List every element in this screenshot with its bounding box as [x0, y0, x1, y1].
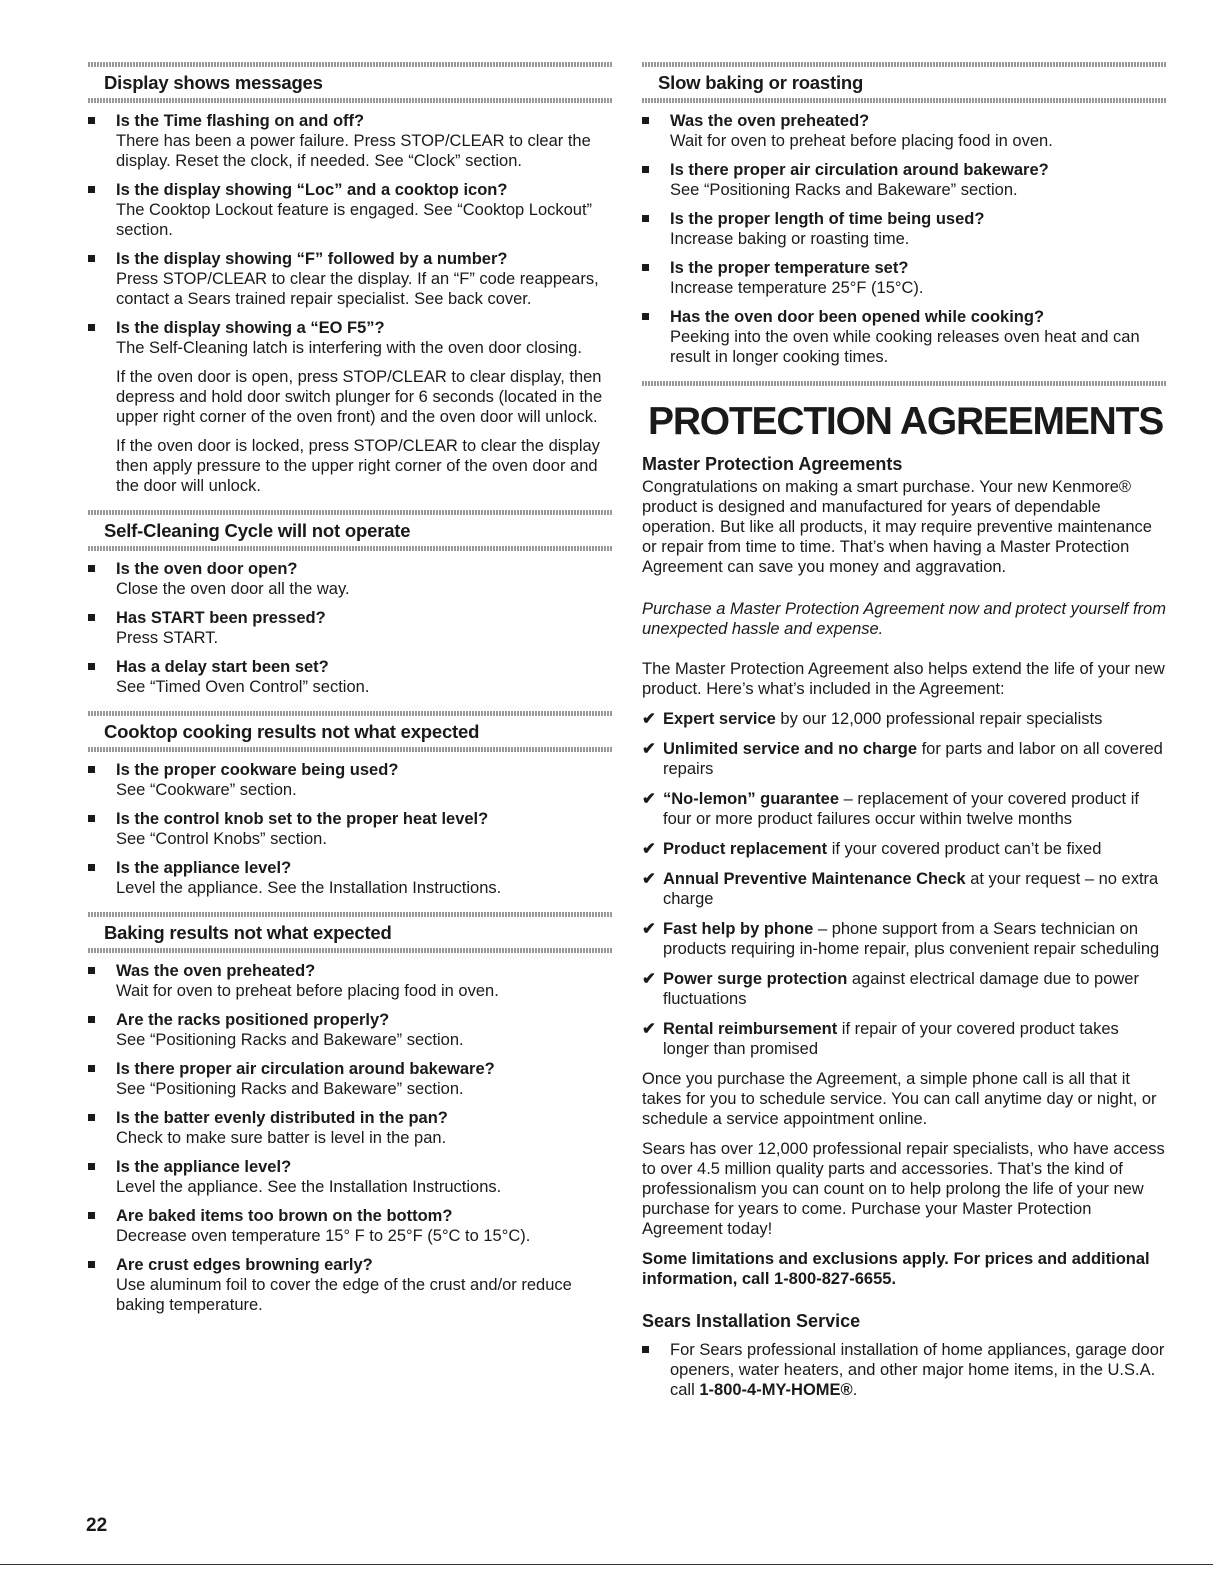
question: Is the batter evenly distributed in the pan?: [116, 1109, 448, 1127]
benefit-title: Fast help by phone: [663, 920, 814, 938]
check-icon: ✔: [642, 710, 656, 728]
page-title: PROTECTION AGREEMENTS: [648, 400, 1164, 443]
answer: See “Cookware” section.: [116, 781, 297, 799]
answer: There has been a power failure. Press STOP/CLEAR to clear the display. Reset the clock, if needed. See “Clock” section.: [116, 132, 591, 170]
answer-detail: If the oven door is open, press STOP/CLEAR to clear display, then depress and hold door switch plunger for 6 seconds (located in the upper right corner of the oven front) and the oven door will unlock.: [116, 368, 603, 426]
section-header: [642, 62, 1166, 103]
answer: The Cooktop Lockout feature is engaged. See “Cooktop Lockout” section.: [116, 201, 593, 239]
benefit-item: [642, 839, 1166, 859]
bullet-icon: [88, 255, 95, 262]
bullet-icon: [642, 215, 649, 222]
benefit-title: Power surge protection: [663, 970, 848, 988]
divider: [88, 912, 612, 917]
question: Are baked items too brown on the bottom?: [116, 1207, 453, 1225]
section-title: Cooktop cooking results not what expected: [104, 721, 480, 742]
check-icon: ✔: [642, 970, 656, 988]
benefit-title: Annual Preventive Maintenance Check: [663, 870, 966, 888]
list-item: [88, 111, 612, 171]
benefit-text: – phone support from a Sears technician on products requiring in-home repair, plus convenient repair scheduling: [663, 920, 1160, 958]
list-item: [642, 209, 1166, 249]
benefit-title: Expert service: [663, 710, 776, 728]
check-icon: ✔: [642, 870, 656, 888]
benefit-item: [642, 919, 1166, 959]
check-icon: ✔: [642, 920, 656, 938]
bullet-icon: [88, 324, 95, 331]
question: Has START been pressed?: [116, 609, 326, 627]
section-title: Display shows messages: [104, 72, 323, 93]
benefit-item: [642, 709, 1166, 729]
section-title: Slow baking or roasting: [658, 72, 864, 93]
answer-detail: If the oven door is locked, press STOP/CLEAR to clear the display then apply pressure to the upper right corner of the oven door and the door will unlock.: [116, 437, 600, 495]
answer: See “Positioning Racks and Bakeware” section.: [116, 1031, 464, 1049]
list-item: [88, 961, 612, 1001]
divider: [88, 546, 612, 551]
benefit-text: by our 12,000 professional repair specialists: [775, 710, 1103, 728]
section-header: [88, 62, 612, 103]
divider: [88, 747, 612, 752]
benefit-item: [642, 969, 1166, 1009]
question: Is the oven door open?: [116, 560, 298, 578]
list-item: [88, 1255, 612, 1315]
bullet-icon: [88, 117, 95, 124]
benefit-text: against electrical damage due to power fluctuations: [663, 970, 1139, 1008]
bullet-icon: [642, 117, 649, 124]
divider: [642, 381, 1166, 386]
check-icon: ✔: [642, 840, 656, 858]
divider: [88, 711, 612, 716]
list-item: [88, 180, 612, 240]
list-item: [642, 111, 1166, 151]
subsection-title: Master Protection Agreements: [642, 454, 903, 474]
question-list: [88, 111, 612, 496]
bullet-icon: [88, 1163, 95, 1170]
bullet-icon: [88, 1261, 95, 1268]
bullet-icon: [642, 166, 649, 173]
install-phone: 1-800-4-MY-HOME®: [699, 1381, 853, 1399]
bullet-icon: [642, 313, 649, 320]
section-title: Baking results not what expected: [104, 922, 392, 943]
list-item: [88, 608, 612, 648]
question: Are crust edges browning early?: [116, 1256, 373, 1274]
list-item: [88, 559, 612, 599]
answer: The Self-Cleaning latch is interfering with the oven door closing.: [116, 339, 582, 357]
list-item: [88, 1108, 612, 1148]
section-header: [88, 711, 612, 752]
benefit-title: Rental reimbursement: [663, 1020, 838, 1038]
bullet-icon: [88, 815, 95, 822]
benefit-text: if your covered product can’t be fixed: [827, 840, 1102, 858]
bullet-icon: [88, 663, 95, 670]
list-item: [88, 657, 612, 697]
subsection-title: Sears Installation Service: [642, 1311, 861, 1331]
question: Are the racks positioned properly?: [116, 1011, 390, 1029]
check-icon: ✔: [642, 790, 656, 808]
list-item: [88, 1010, 612, 1050]
question: Is the appliance level?: [116, 859, 292, 877]
intro-paragraph: Congratulations on making a smart purchase. Your new Kenmore® product is designed and manufactured for years of dependable operation. But like all products, it may require preventive maintenance or repair from time to time. That’s when having a Master Protection Agreement can save you money and aggravation.: [642, 478, 1152, 576]
question-list: [88, 760, 612, 898]
bullet-icon: [88, 1016, 95, 1023]
check-icon: ✔: [642, 740, 656, 758]
question: Is there proper air circulation around bakeware?: [116, 1060, 495, 1078]
section-title: Self-Cleaning Cycle will not operate: [104, 520, 411, 541]
bullet-icon: [88, 565, 95, 572]
left-column: [88, 62, 612, 1329]
list-item: [88, 809, 612, 849]
install-end: .: [852, 1381, 858, 1399]
question: Is the display showing “F” followed by a number?: [116, 250, 508, 268]
question: Is the proper cookware being used?: [116, 761, 399, 779]
answer: Close the oven door all the way.: [116, 580, 350, 598]
question: Is the display showing a “EO F5”?: [116, 319, 385, 337]
question-list: [642, 111, 1166, 367]
question: Was the oven preheated?: [116, 962, 316, 980]
answer: See “Positioning Racks and Bakeware” section.: [116, 1080, 464, 1098]
divider: [88, 98, 612, 103]
answer: Check to make sure batter is level in the pan.: [116, 1129, 447, 1147]
benefit-text: – replacement of your covered product if four or more product failures occur within twelve months: [663, 790, 1139, 828]
bullet-icon: [88, 864, 95, 871]
page-number: 22: [86, 1515, 108, 1536]
divider: [642, 98, 1166, 103]
schedule-paragraph: Once you purchase the Agreement, a simple phone call is all that it takes for you to schedule service. You can call anytime day or night, or schedule a service appointment online.: [642, 1070, 1157, 1128]
sears-paragraph: Sears has over 12,000 professional repair specialists, who have access to over 4.5 million quality parts and accessories. That’s the kind of professionalism you can count on to help prolong the life of your new purchase for years to come. Purchase your Master Protection Agreement today!: [642, 1140, 1165, 1238]
list-item: [642, 307, 1166, 367]
question: Is the proper temperature set?: [670, 259, 909, 277]
question: Has a delay start been set?: [116, 658, 329, 676]
right-column: [642, 62, 1166, 1414]
also-paragraph: The Master Protection Agreement also helps extend the life of your new product. Here’s what’s included in the Agreement:: [642, 660, 1165, 698]
question: Was the oven preheated?: [670, 112, 870, 130]
answer: See “Timed Oven Control” section.: [116, 678, 370, 696]
benefit-text: at your request – no extra charge: [663, 870, 1159, 908]
section-header: [88, 912, 612, 953]
question: Is the appliance level?: [116, 1158, 292, 1176]
list-item: [88, 249, 612, 309]
benefit-list: [642, 709, 1166, 1059]
bullet-icon: [642, 1346, 649, 1353]
answer: Decrease oven temperature 15° F to 25°F (5°C to 15°C).: [116, 1227, 531, 1245]
answer: Peeking into the oven while cooking releases oven heat and can result in longer cooking times.: [670, 328, 1140, 366]
bullet-icon: [88, 1114, 95, 1121]
list-item: [88, 1206, 612, 1246]
list-item: [88, 1059, 612, 1099]
list-item: [642, 160, 1166, 200]
bullet-icon: [642, 264, 649, 271]
benefit-title: Unlimited service and no charge: [663, 740, 917, 758]
list-item: [88, 858, 612, 898]
question: Is the display showing “Loc” and a cooktop icon?: [116, 181, 508, 199]
list-item: [642, 1340, 1166, 1400]
answer: Level the appliance. See the Installation Instructions.: [116, 879, 502, 897]
bullet-icon: [88, 1212, 95, 1219]
question: Is the proper length of time being used?: [670, 210, 985, 228]
bullet-icon: [88, 967, 95, 974]
divider: [88, 510, 612, 515]
answer: Use aluminum foil to cover the edge of the crust and/or reduce baking temperature.: [116, 1276, 572, 1314]
question: Is there proper air circulation around bakeware?: [670, 161, 1049, 179]
benefit-item: [642, 869, 1166, 909]
question-list: [88, 961, 612, 1315]
divider: [88, 62, 612, 67]
bottom-rule: [0, 1564, 1213, 1565]
bullet-icon: [88, 1065, 95, 1072]
benefit-item: [642, 739, 1166, 779]
answer: Increase baking or roasting time.: [670, 230, 910, 248]
list-item: [642, 258, 1166, 298]
check-icon: ✔: [642, 1020, 656, 1038]
answer: Level the appliance. See the Installation Instructions.: [116, 1178, 502, 1196]
question: Is the Time flashing on and off?: [116, 112, 365, 130]
list-item: [88, 760, 612, 800]
list-item: [88, 1157, 612, 1197]
bullet-icon: [88, 186, 95, 193]
answer: See “Control Knobs” section.: [116, 830, 327, 848]
list-item: [88, 318, 612, 496]
answer: Increase temperature 25°F (15°C).: [670, 279, 924, 297]
answer: See “Positioning Racks and Bakeware” section.: [670, 181, 1018, 199]
bullet-icon: [88, 614, 95, 621]
question: Has the oven door been opened while cooking?: [670, 308, 1045, 326]
benefit-text: for parts and labor on all covered repairs: [663, 740, 1163, 778]
answer: Press START.: [116, 629, 219, 647]
benefit-text: if repair of your covered product takes longer than promised: [663, 1020, 1119, 1058]
limitations-text: Some limitations and exclusions apply. For prices and additional information, call 1-800-827-6655.: [642, 1250, 1150, 1288]
divider: [642, 62, 1166, 67]
benefit-item: [642, 789, 1166, 829]
answer: Wait for oven to preheat before placing food in oven.: [116, 982, 499, 1000]
question: Is the control knob set to the proper heat level?: [116, 810, 489, 828]
italic-paragraph: Purchase a Master Protection Agreement now and protect yourself from unexpected hassle and expense.: [642, 600, 1166, 638]
benefit-title: Product replacement: [663, 840, 828, 858]
divider: [88, 948, 612, 953]
benefit-title: “No-lemon” guarantee: [663, 790, 840, 808]
answer: Wait for oven to preheat before placing food in oven.: [670, 132, 1053, 150]
install-text: For Sears professional installation of home appliances, garage door openers, water heaters, and other major home items, in the U.S.A. call: [670, 1341, 1165, 1399]
question-list: [88, 559, 612, 697]
install-list: [642, 1340, 1166, 1400]
bullet-icon: [88, 766, 95, 773]
benefit-item: [642, 1019, 1166, 1059]
section-header: [88, 510, 612, 551]
answer: Press STOP/CLEAR to clear the display. If an “F” code reappears, contact a Sears trained repair specialist. See back cover.: [116, 270, 599, 308]
